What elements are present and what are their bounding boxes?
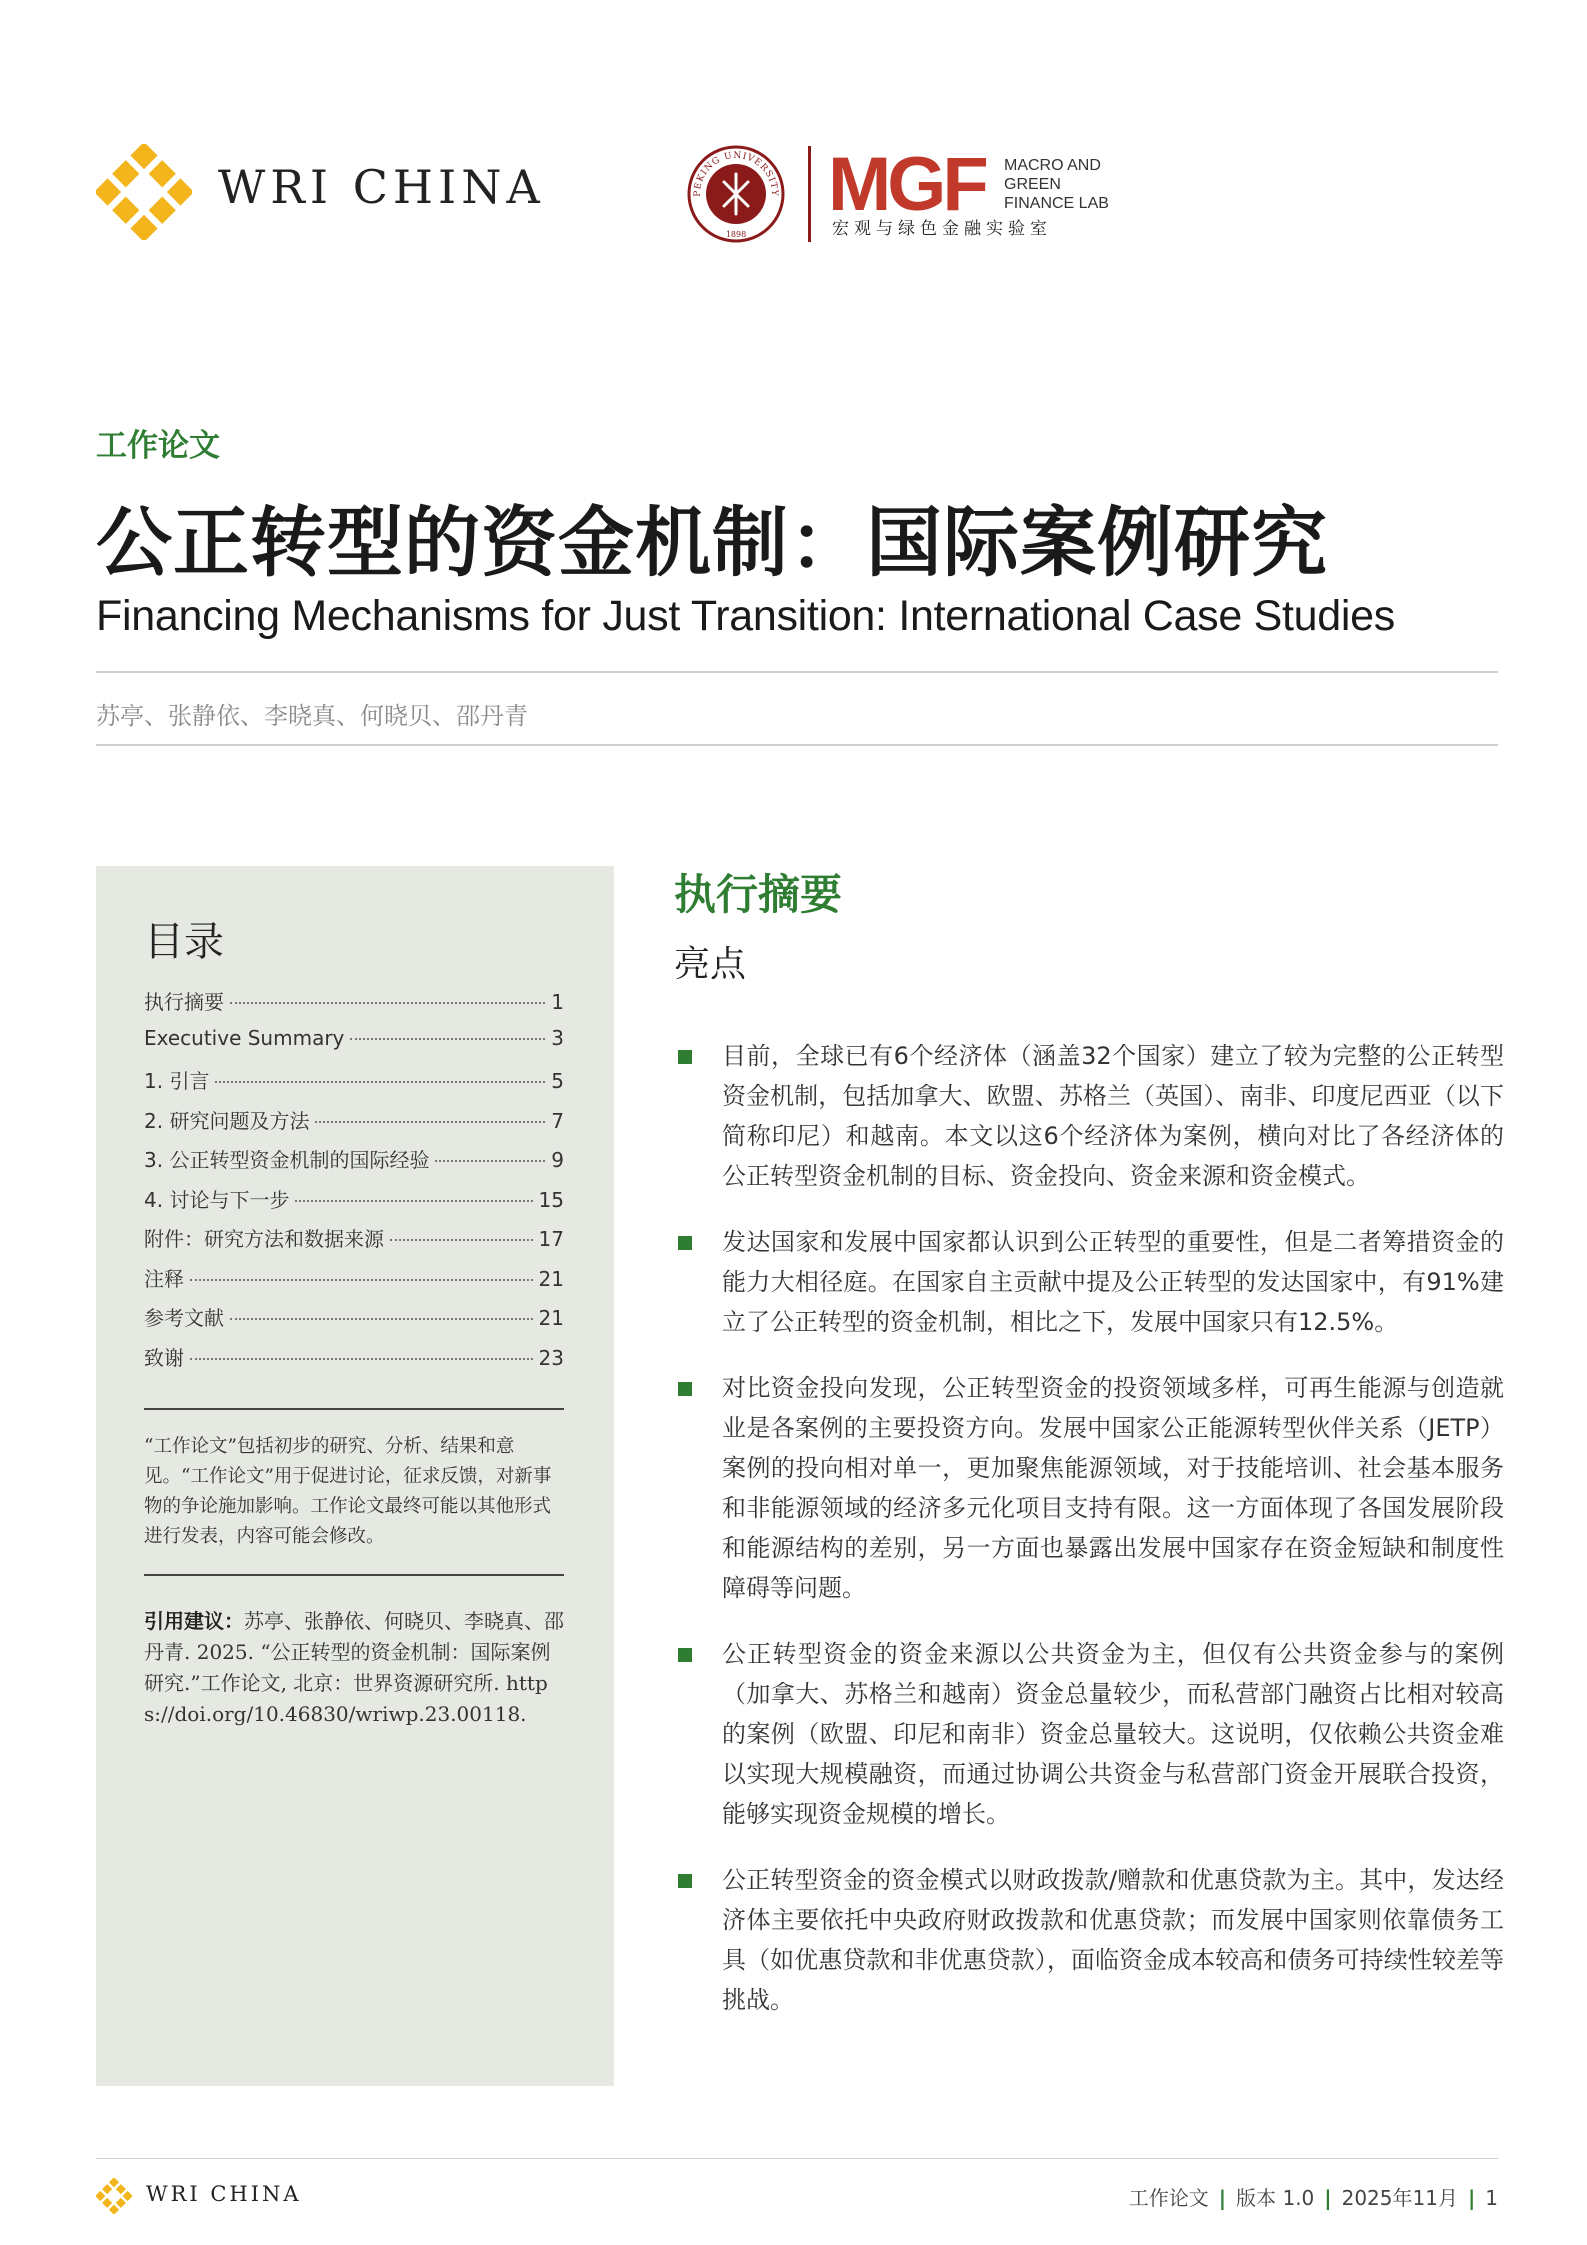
citation-suggestion	[144, 1606, 564, 1730]
peking-university-seal-icon	[686, 144, 786, 244]
title-chinese: 公正转型的资金机制：国际案例研究	[96, 498, 1328, 587]
toc-item[interactable]: 1. 引言 5	[144, 1069, 564, 1093]
bullet-square-icon	[678, 1236, 692, 1250]
executive-summary-heading: 执行摘要	[674, 870, 843, 919]
svg-text:MGF: MGF	[828, 148, 985, 218]
footer-divider	[96, 2158, 1498, 2159]
toc-item[interactable]: 执行摘要 1	[144, 990, 564, 1014]
footer-brand: WRI CHINA	[146, 2182, 302, 2206]
svg-text:PEKING UNIVERSITY: PEKING UNIVERSITY	[692, 150, 780, 197]
divider	[96, 744, 1498, 746]
citation-label: 引用建议：	[144, 1609, 244, 1633]
toc-divider	[144, 1408, 564, 1410]
toc-item[interactable]: 参考文献 21	[144, 1306, 564, 1330]
toc-item[interactable]: 2. 研究问题及方法 7	[144, 1108, 564, 1133]
authors: 苏亭、张静依、李晓真、何晓贝、邵丹青	[96, 702, 528, 730]
wri-logo-icon	[96, 144, 192, 240]
mgf-lab-chinese-name: 宏观与绿色金融实验室	[832, 219, 1052, 239]
bullet-square-icon	[678, 1382, 692, 1396]
toc-item[interactable]: Executive Summary 3	[144, 1025, 564, 1050]
highlight-item: 公正转型资金的资金模式以财政拨款/赠款和优惠贷款为主。其中，发达经济体主要依托中央政府财政拨款和优惠贷款；而发展中国家则依靠债务工具（如优惠贷款和非优惠贷款），面临资金成本较高和债务可持续性较差等挑战。	[674, 1860, 1504, 2020]
highlight-item: 目前，全球已有6个经济体（涵盖32个国家）建立了较为完整的公正转型资金机制，包括加拿大、欧盟、苏格兰（英国）、南非、印度尼西亚（以下简称印尼）和越南。本文以这6个经济体为案例，横向对比了各经济体的公正转型资金机制的目标、资金投向、资金来源和资金模式。	[674, 1036, 1504, 1196]
highlights-list	[674, 1036, 1504, 2046]
divider	[96, 671, 1498, 673]
svg-text:1898: 1898	[725, 230, 747, 239]
bullet-square-icon	[678, 1050, 692, 1064]
mgf-divider	[808, 146, 811, 242]
footer-date: 2025年11月	[1341, 2186, 1458, 2210]
toc-item[interactable]: 3. 公正转型资金机制的国际经验 9	[144, 1148, 564, 1172]
bullet-square-icon	[678, 1648, 692, 1662]
highlight-item: 对比资金投向发现，公正转型资金的投资领域多样，可再生能源与创造就业是各案例的主要投资方向。发展中国家公正能源转型伙伴关系（JETP）案例的投向相对单一，更加聚焦能源领域，对于技能培训、社会基本服务和非能源领域的经济多元化项目支持有限。这一方面体现了各国发展阶段和能源结构的差别，另一方面也暴露出发展中国家存在资金短缺和制度性障碍等问题。	[674, 1368, 1504, 1608]
footer-version: 版本 1.0	[1236, 2186, 1315, 2210]
wri-brand-text: WRI CHINA	[218, 160, 545, 214]
toc-item[interactable]: 致谢 23	[144, 1345, 564, 1370]
toc-item[interactable]: 附件：研究方法和数据来源 17	[144, 1227, 564, 1251]
highlight-item: 发达国家和发展中国家都认识到公正转型的重要性，但是二者筹措资金的能力大相径庭。在国家自主贡献中提及公正转型的发达国家中，有91%建立了公正转型的资金机制，相比之下，发展中国家只有12.5%。	[674, 1222, 1504, 1342]
title-english: Financing Mechanisms for Just Transition: International Case Studies	[96, 592, 1395, 640]
highlight-item: 公正转型资金的资金来源以公共资金为主，但仅有公共资金参与的案例（加拿大、苏格兰和越南）资金总量较少，而私营部门融资占比相对较高的案例（欧盟、印尼和南非）资金总量较大。这说明，仅依赖公共资金难以实现大规模融资，而通过协调公共资金与私营部门资金开展联合投资，能够实现资金规模的增长。	[674, 1634, 1504, 1834]
bullet-square-icon	[678, 1874, 692, 1888]
mgf-logo	[828, 148, 998, 218]
toc-list	[144, 986, 564, 1381]
table-of-contents-panel	[96, 866, 614, 2086]
footer-meta: 工作论文 | 版本 1.0 | 2025年11月 | 1	[1128, 2186, 1498, 2210]
toc-item[interactable]: 4. 讨论与下一步 15	[144, 1187, 564, 1212]
wri-footer-logo-icon	[96, 2178, 132, 2214]
toc-item[interactable]: 注释 21	[144, 1266, 564, 1291]
footer-page-number: 1	[1485, 2186, 1498, 2210]
citation-text: 苏亭、张静依、何晓贝、李晓真、邵丹青. 2025. “公正转型的资金机制：国际案例研究.”工作论文, 北京：世界资源研究所. https://doi.org/10.46830/wriwp.23.00118.	[144, 1609, 564, 1726]
toc-divider	[144, 1574, 564, 1576]
working-paper-note: “工作论文”包括初步的研究、分析、结果和意见。“工作论文”用于促进讨论，征求反馈，对新事物的争论施加影响。工作论文最终可能以其他形式进行发表，内容可能会修改。	[144, 1436, 552, 1547]
mgf-lab-english-name: MACRO AND GREEN FINANCE LAB	[1004, 157, 1109, 212]
toc-title: 目录	[144, 919, 224, 965]
document-type-label: 工作论文	[96, 428, 220, 464]
highlights-heading: 亮点	[674, 944, 747, 985]
footer-doc-type: 工作论文	[1128, 2186, 1209, 2210]
